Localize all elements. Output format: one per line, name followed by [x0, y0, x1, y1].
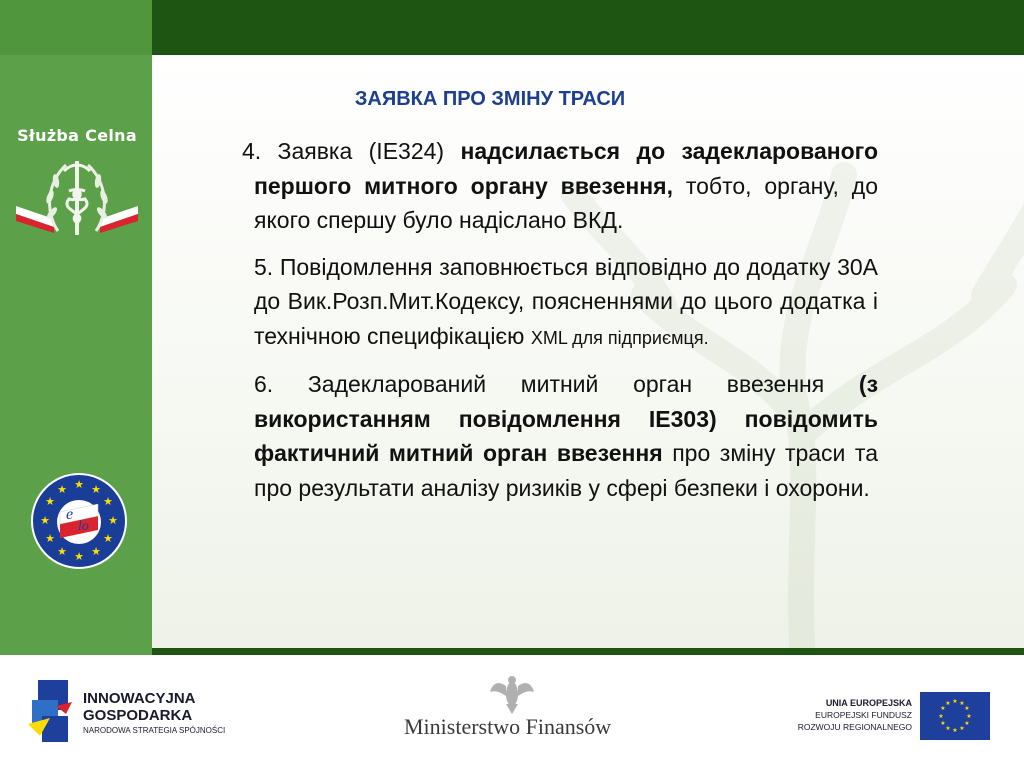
paragraph-5-xml: XML для підприємця. — [530, 327, 709, 348]
svg-text:★: ★ — [57, 483, 67, 496]
svg-text:★: ★ — [91, 545, 101, 558]
paragraph-5-lead: 5. Повідомлення заповнюється відповідно до додатку 30А до Вик.Розп.Мит.Кодексу, поясненнями до цього додатка і технічною специфікацією — [254, 253, 878, 349]
paragraph-6-bold: (з використанням повідомлення IE303) повідомить фактичний митний орган ввезення — [254, 371, 878, 466]
paragraph-6-lead: 6. Задекларований митний орган ввезення — [254, 371, 859, 397]
svg-text:★: ★ — [45, 495, 55, 508]
svg-text:★: ★ — [45, 532, 55, 545]
eu-line1: UNIA EUROPEJSKA — [825, 698, 912, 708]
svg-text:★: ★ — [940, 720, 946, 727]
innovative-line1: INNOWACYJNA — [83, 690, 196, 707]
slide-body — [242, 134, 879, 517]
innovative-economy-title — [83, 690, 196, 724]
svg-text:★: ★ — [938, 713, 944, 720]
innovative-subtitle: NARODOWA STRATEGIA SPÓJNOŚCI — [83, 726, 226, 735]
svg-text:★: ★ — [966, 713, 972, 720]
svg-text:★: ★ — [964, 705, 970, 712]
eu-fund-text — [790, 697, 912, 733]
eu-elo-badge-icon — [30, 472, 128, 570]
customs-logo — [12, 126, 142, 243]
top-banner — [152, 0, 1024, 55]
sidebar-top-block — [0, 0, 152, 55]
slide-title: ЗАЯВКА ПРО ЗМІНУ ТРАСИ — [354, 88, 626, 110]
svg-text:★: ★ — [940, 705, 946, 712]
svg-text:★: ★ — [103, 495, 113, 508]
svg-text:★: ★ — [91, 483, 101, 496]
ministry-name: Ministerstwo Finansów — [404, 714, 612, 739]
svg-text:★: ★ — [945, 700, 951, 707]
svg-text:★: ★ — [108, 514, 118, 527]
svg-text:★: ★ — [40, 514, 50, 527]
paragraph-4-tail: тобто, органу, до якого спершу було надіслано ВКД. — [254, 172, 878, 233]
svg-text:★: ★ — [959, 725, 965, 732]
paragraph-4 — [242, 134, 879, 238]
innovative-line2: GOSPODARKA — [83, 707, 193, 724]
svg-text:★: ★ — [952, 727, 958, 734]
bottom-divider — [152, 648, 1024, 655]
svg-text:★: ★ — [74, 478, 84, 491]
eu-line3: ROZWOJU REGIONALNEGO — [797, 722, 912, 732]
svg-text:e: e — [66, 506, 74, 523]
svg-text:★: ★ — [103, 532, 113, 545]
polish-eagle-icon — [490, 674, 534, 714]
paragraph-4-lead: 4. Заявка (IE324) — [242, 138, 461, 164]
paragraph-6 — [254, 367, 878, 505]
svg-text:★: ★ — [964, 720, 970, 727]
eu-line2: EUROPEJSKI FUNDUSZ — [815, 710, 912, 720]
paragraph-6-tail: про зміну траси та про результати аналізу ризиків у сфері безпеки і охорони. — [254, 440, 878, 501]
customs-logo-text: Służba Celna — [17, 126, 137, 145]
svg-text:★: ★ — [74, 550, 84, 563]
svg-text:lo: lo — [78, 519, 89, 534]
paragraph-4-bold: надсилається до задекларованого першого митного органу ввезення, — [254, 138, 879, 199]
eu-flag-icon — [920, 692, 990, 740]
innovative-economy-logo-icon — [28, 680, 76, 742]
customs-emblem-icon — [14, 151, 140, 243]
svg-text:★: ★ — [952, 698, 958, 705]
svg-text:★: ★ — [945, 725, 951, 732]
svg-text:★: ★ — [57, 545, 67, 558]
svg-text:★: ★ — [959, 700, 965, 707]
paragraph-5 — [254, 250, 878, 356]
